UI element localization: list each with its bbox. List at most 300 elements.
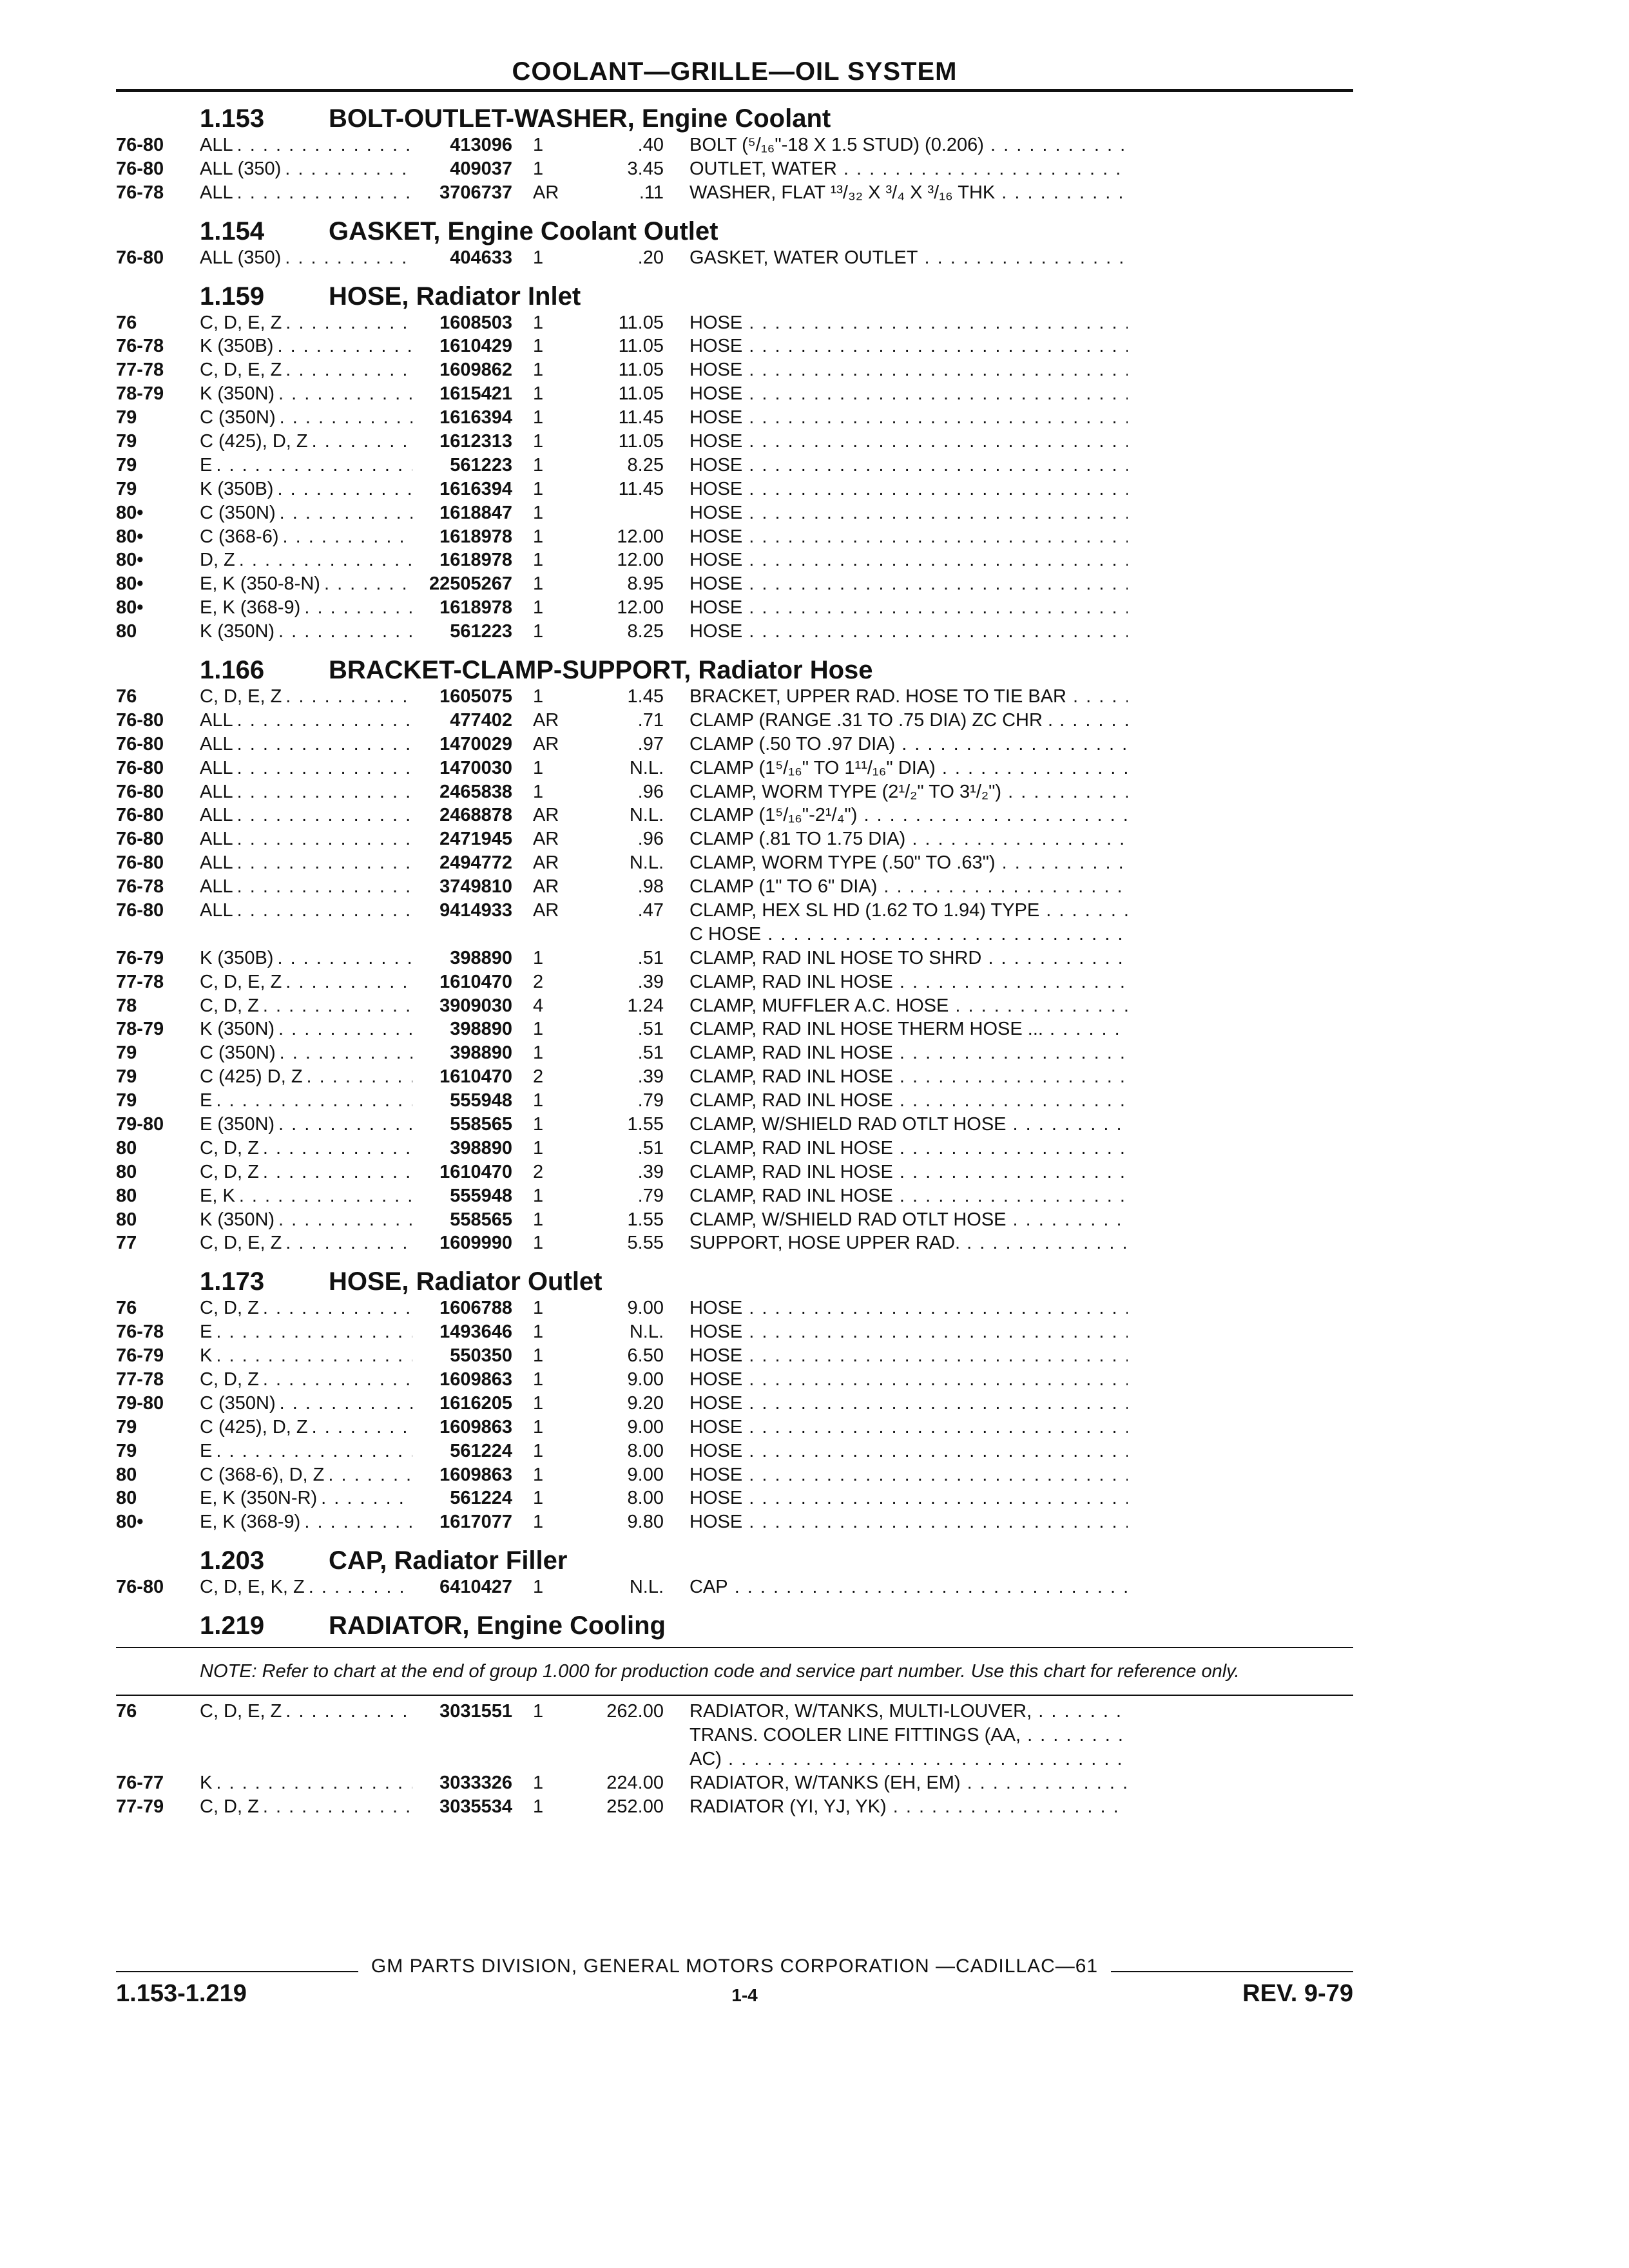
application-cell [200, 710, 412, 731]
part-number-cell: 1616394 [439, 478, 512, 499]
year-cell: 76-80 [116, 899, 164, 921]
part-number-cell: 1609990 [439, 1233, 512, 1254]
application-cell [200, 1162, 412, 1183]
part-number-cell: 1617077 [439, 1512, 512, 1533]
table-row [116, 1320, 1353, 1344]
description-cell: CLAMP, RAD INL HOSE . . . [664, 1066, 1128, 1088]
application-text: C, D, Z [200, 995, 263, 1016]
application-cell [200, 1488, 412, 1509]
quantity-cell: 1 [533, 478, 544, 499]
application-text: C (425), D, Z [200, 431, 312, 452]
description-cell: C HOSE . . . [664, 924, 1128, 945]
description-cell: SUPPORT, HOSE UPPER RAD. . . . [664, 1233, 1128, 1254]
table-row [116, 756, 1353, 780]
application-cell [200, 852, 412, 874]
year-cell: 79 [116, 1416, 137, 1437]
application-text: C (368-6), D, Z [200, 1465, 328, 1485]
year-cell: 76-80 [116, 1577, 164, 1598]
part-number-cell: 1606788 [439, 1298, 512, 1319]
year-cell: 76-80 [116, 134, 164, 155]
table-row [116, 1208, 1353, 1232]
table-row [116, 1392, 1353, 1416]
application-cell [200, 597, 412, 619]
application-cell [200, 1417, 412, 1438]
year-cell: 76-80 [116, 158, 164, 179]
price-cell: .71 [637, 709, 664, 731]
part-number-cell: 2465838 [439, 781, 512, 802]
description-cell: CLAMP, W/SHIELD RAD OTLT HOSE . . . [664, 1114, 1128, 1135]
footer-page-number: 1-4 [731, 1985, 758, 2005]
year-cell: 80 [116, 1488, 137, 1509]
quantity-cell: 1 [533, 502, 544, 523]
sections-container [116, 92, 1353, 1640]
application-text: C, D, Z [200, 1162, 263, 1182]
part-number-cell: 1608503 [439, 312, 512, 333]
price-cell: .51 [637, 1043, 664, 1064]
description-cell: CLAMP, HEX SL HD (1.62 TO 1.94) TYPE . . . [664, 900, 1128, 921]
application-text: E, K (350-8-N) [200, 573, 324, 594]
application-text: K (350N) [200, 1209, 278, 1230]
description-cell: HOSE . . . [664, 455, 1128, 476]
quantity-cell: 1 [533, 1090, 544, 1111]
quantity-cell: AR [533, 829, 559, 850]
application-cell [200, 1233, 412, 1254]
description-cell: CLAMP, RAD INL HOSE . . . [664, 1186, 1128, 1207]
application-cell [200, 247, 412, 269]
quantity-cell: 1 [533, 526, 544, 547]
price-cell: 1.55 [627, 1209, 664, 1230]
application-text: ALL [200, 758, 237, 778]
quantity-cell: 1 [533, 247, 544, 268]
price-cell: 11.45 [618, 478, 664, 499]
table-row [116, 709, 1353, 733]
application-cell [200, 1512, 412, 1533]
application-text: C, D, Z [200, 1796, 263, 1817]
quantity-cell: AR [533, 852, 559, 874]
description-cell: CLAMP (.81 TO 1.75 DIA) . . . [664, 829, 1128, 850]
year-cell: 80 [116, 1185, 137, 1206]
description-cell: HOSE . . . [664, 1321, 1128, 1343]
description-cell: CLAMP (RANGE .31 TO .75 DIA) ZC CHR . . . . [664, 710, 1128, 731]
year-cell: 76-80 [116, 829, 164, 850]
price-cell: 8.95 [627, 573, 664, 595]
quantity-cell: AR [533, 182, 559, 203]
application-cell [200, 1369, 412, 1390]
application-text: C, D, Z [200, 1369, 263, 1390]
table-row [116, 1795, 1353, 1819]
price-cell: 12.00 [617, 597, 664, 619]
table-row [116, 803, 1353, 827]
price-cell: 252.00 [606, 1796, 664, 1817]
table-row [116, 899, 1353, 923]
application-text: ALL [200, 710, 237, 731]
application-text: K (350N) [200, 1019, 278, 1039]
application-text: E, K [200, 1186, 239, 1206]
description-cell: CLAMP, MUFFLER A.C. HOSE . . . [664, 995, 1128, 1017]
table-row [116, 133, 1353, 157]
year-cell: 79 [116, 454, 137, 476]
table-row [116, 1232, 1353, 1256]
application-cell [200, 360, 412, 381]
table-row [116, 334, 1353, 358]
part-number-cell: 1618978 [439, 550, 512, 571]
price-cell: 11.05 [618, 336, 664, 357]
part-number-cell: 3035534 [439, 1796, 512, 1817]
quantity-cell: AR [533, 709, 559, 731]
table-row [116, 1113, 1353, 1137]
table-row [116, 947, 1353, 970]
quantity-cell: 1 [533, 1185, 544, 1206]
page-title: COOLANT—GRILLE—OIL SYSTEM [512, 57, 958, 86]
year-cell: 77-78 [116, 1369, 164, 1390]
application-cell [200, 573, 412, 595]
price-cell: .39 [637, 1161, 664, 1182]
application-text: E, K (350N-R) [200, 1488, 321, 1508]
table-row [116, 246, 1353, 270]
section-number: 1.203 [200, 1546, 265, 1575]
description-cell: HOSE . . . [664, 550, 1128, 571]
section-name: GASKET, Engine Coolant Outlet [329, 216, 718, 245]
year-cell: 79 [116, 1043, 137, 1064]
application-cell [200, 782, 412, 803]
table-row [116, 1416, 1353, 1439]
application-cell [200, 526, 412, 548]
application-cell [200, 159, 412, 180]
year-cell: 80 [116, 1209, 137, 1230]
quantity-cell: 2 [533, 1066, 544, 1088]
price-cell: 5.55 [627, 1233, 664, 1254]
description-cell: HOSE . . . [664, 1369, 1128, 1390]
quantity-cell: 1 [533, 1209, 544, 1230]
application-cell [200, 805, 412, 826]
part-number-cell: 409037 [450, 158, 512, 179]
application-cell [200, 1019, 412, 1040]
quantity-cell: 1 [533, 573, 544, 595]
application-text: E [200, 1090, 216, 1111]
table-row [116, 1160, 1353, 1184]
application-text: ALL [200, 182, 237, 203]
year-cell: 80• [116, 573, 144, 595]
application-text: E, K (368-9) [200, 597, 304, 618]
part-number-cell: 550350 [450, 1345, 512, 1367]
application-cell [200, 1090, 412, 1111]
application-cell [200, 1393, 412, 1414]
description-cell: CLAMP, RAD INL HOSE . . . [664, 1090, 1128, 1111]
application-cell [200, 1114, 412, 1135]
section-number: 1.219 [200, 1611, 265, 1640]
year-cell: 79 [116, 430, 137, 452]
price-cell: 9.00 [627, 1298, 664, 1319]
part-number-cell: 561224 [450, 1440, 512, 1461]
application-cell [200, 829, 412, 850]
application-text: C (425), D, Z [200, 1417, 312, 1437]
application-cell [200, 900, 412, 921]
table-row [116, 501, 1353, 525]
description-cell: CLAMP, RAD INL HOSE . . . [664, 1162, 1128, 1183]
application-cell [200, 1186, 412, 1207]
description-cell: CLAMP, RAD INL HOSE . . . [664, 972, 1128, 993]
part-number-cell: 3749810 [439, 876, 512, 898]
part-number-cell: 22505267 [429, 573, 512, 595]
application-text: C (350N) [200, 1043, 280, 1063]
table-row [116, 1487, 1353, 1511]
section-name: BRACKET-CLAMP-SUPPORT, Radiator Hose [329, 656, 873, 685]
application-text: C (350N) [200, 407, 280, 428]
radiator-rows [116, 1700, 1353, 1818]
year-cell: 80 [116, 1464, 137, 1485]
price-cell: 12.00 [617, 550, 664, 571]
description-cell: HOSE . . . [664, 360, 1128, 381]
description-cell: BRACKET, UPPER RAD. HOSE TO TIE BAR . . . [664, 686, 1128, 707]
year-cell: 80 [116, 1137, 137, 1158]
year-cell: 80• [116, 502, 144, 523]
table-row [116, 875, 1353, 899]
price-cell: 224.00 [606, 1772, 664, 1793]
year-cell: 76 [116, 686, 137, 707]
price-cell: .98 [637, 876, 664, 898]
quantity-cell: 1 [533, 550, 544, 571]
table-row [116, 851, 1353, 875]
year-cell: 76 [116, 1701, 137, 1722]
application-cell [200, 431, 412, 452]
application-text: K (350N) [200, 383, 278, 404]
section-heading [116, 205, 1353, 246]
price-cell: .79 [637, 1185, 664, 1206]
year-cell: 76-78 [116, 182, 164, 203]
part-number-cell: 3706737 [439, 182, 512, 203]
footer [116, 1956, 1353, 2008]
part-number-cell: 1470029 [439, 733, 512, 754]
application-text: K (350B) [200, 948, 277, 968]
price-cell: 11.05 [618, 312, 664, 333]
application-cell [200, 876, 412, 898]
application-text: K (350B) [200, 479, 277, 499]
price-cell: .47 [637, 899, 664, 921]
quantity-cell: 1 [533, 1392, 544, 1414]
application-cell [200, 1043, 412, 1064]
year-cell: 80 [116, 621, 137, 642]
part-number-cell: 555948 [450, 1090, 512, 1111]
year-cell: 77 [116, 1233, 137, 1254]
price-cell: 8.25 [627, 621, 664, 642]
part-number-cell: 398890 [450, 1043, 512, 1064]
description-cell: BOLT (⁵/₁₆"-18 X 1.5 STUD) (0.206) . . . [664, 135, 1128, 156]
application-text: ALL [200, 805, 237, 825]
price-cell: .39 [637, 1066, 664, 1088]
quantity-cell: 1 [533, 1298, 544, 1319]
description-cell: CLAMP, RAD INL HOSE TO SHRD . . . [664, 948, 1128, 969]
table-row [116, 1575, 1353, 1599]
quantity-cell: 1 [533, 1416, 544, 1437]
quantity-cell: 2 [533, 971, 544, 992]
table-row [116, 572, 1353, 596]
catalog-page [116, 57, 1353, 1819]
price-cell: .40 [637, 134, 664, 155]
part-number-cell: 1609862 [439, 360, 512, 381]
table-row [116, 685, 1353, 709]
year-cell: 79-80 [116, 1392, 164, 1414]
table-row [116, 454, 1353, 477]
part-number-cell: 1610470 [439, 1161, 512, 1182]
note-text: NOTE: Refer to chart at the end of group 1.000 for production code and service part number. Use this chart for reference only. [200, 1661, 1240, 1682]
description-cell: HOSE . . . [664, 1345, 1128, 1367]
application-text: E [200, 1441, 216, 1461]
price-cell: .11 [639, 182, 664, 203]
description-cell: CLAMP, WORM TYPE (2¹/₂" TO 3¹/₂") . . . [664, 782, 1128, 803]
part-number-cell: 555948 [450, 1185, 512, 1206]
table-row [116, 1018, 1353, 1042]
application-cell [200, 758, 412, 779]
description-cell: CLAMP, WORM TYPE (.50" TO .63") . . . [664, 852, 1128, 874]
table-row [116, 1137, 1353, 1160]
application-text: E (350N) [200, 1114, 278, 1135]
description-cell: HOSE . . . [664, 1465, 1128, 1486]
year-cell: 77-79 [116, 1796, 164, 1817]
table-row [116, 1065, 1353, 1089]
part-number-cell: 558565 [450, 1209, 512, 1230]
part-number-cell: 2471945 [439, 829, 512, 850]
quantity-cell: 1 [533, 1796, 544, 1817]
section-heading [116, 1255, 1353, 1296]
table-row [116, 994, 1353, 1018]
part-number-cell: 1612313 [439, 430, 512, 452]
price-cell: .51 [637, 1019, 664, 1040]
footer-range: 1.153-1.219 [116, 1980, 247, 2007]
quantity-cell: 1 [533, 383, 544, 405]
year-cell: 79 [116, 1090, 137, 1111]
application-cell [200, 1209, 412, 1231]
part-number-cell: 413096 [450, 134, 512, 155]
part-number-cell: 398890 [450, 1019, 512, 1040]
quantity-cell: 1 [533, 407, 544, 428]
quantity-cell: AR [533, 805, 559, 826]
quantity-cell: 1 [533, 1019, 544, 1040]
application-text: K [200, 1773, 216, 1793]
quantity-cell: 1 [533, 1464, 544, 1485]
part-number-cell: 561224 [450, 1488, 512, 1509]
application-text: C, D, E, Z [200, 1701, 285, 1722]
year-cell: 80• [116, 1512, 144, 1533]
price-cell: 6.50 [627, 1345, 664, 1367]
section-heading [116, 1534, 1353, 1575]
price-cell: N.L. [629, 1321, 664, 1343]
application-cell [200, 686, 412, 707]
application-cell [200, 734, 412, 755]
quantity-cell: 1 [533, 1701, 544, 1722]
quantity-cell: AR [533, 876, 559, 898]
part-number-cell: 1618978 [439, 526, 512, 547]
price-cell: 9.20 [627, 1392, 664, 1414]
application-cell [200, 1066, 412, 1088]
footer-revision: REV. 9-79 [1242, 1980, 1353, 2007]
part-number-cell: 477402 [450, 709, 512, 731]
table-row [116, 827, 1353, 851]
table-row [116, 970, 1353, 994]
year-cell: 79 [116, 407, 137, 428]
part-number-cell: 1470030 [439, 757, 512, 778]
quantity-cell: 1 [533, 1440, 544, 1461]
price-cell: .97 [637, 733, 664, 754]
price-cell: 1.45 [627, 686, 664, 707]
quantity-cell: 1 [533, 686, 544, 707]
year-cell: 76 [116, 312, 137, 333]
quantity-cell: 1 [533, 360, 544, 381]
description-cell: HOSE . . . [664, 1393, 1128, 1414]
price-cell: N.L. [629, 1577, 664, 1598]
part-number-cell: 1610470 [439, 971, 512, 992]
description-cell: RADIATOR (YI, YJ, YK) . . . [664, 1796, 1128, 1818]
application-cell [200, 1796, 412, 1818]
quantity-cell: 1 [533, 1772, 544, 1793]
quantity-cell: 1 [533, 621, 544, 642]
application-text: C (350N) [200, 1393, 280, 1414]
part-number-cell: 404633 [450, 247, 512, 268]
description-cell: RADIATOR, W/TANKS, MULTI-LOUVER, . . . [664, 1701, 1128, 1722]
year-cell: 80• [116, 550, 144, 571]
part-number-cell: 3031551 [439, 1701, 512, 1722]
description-cell: TRANS. COOLER LINE FITTINGS (AA, . . . [664, 1725, 1128, 1746]
year-cell: 76 [116, 1298, 137, 1319]
application-text: C, D, E, Z [200, 360, 285, 380]
application-cell [200, 1321, 412, 1343]
quantity-cell: 1 [533, 1137, 544, 1158]
quantity-cell: 1 [533, 1512, 544, 1533]
description-cell: HOSE . . . [664, 336, 1128, 357]
description-cell: CLAMP (1⁵/₁₆"-2¹/₄") . . . [664, 805, 1128, 826]
application-cell [200, 995, 412, 1017]
price-cell: 1.24 [627, 995, 664, 1016]
quantity-cell: 1 [533, 1114, 544, 1135]
year-cell: 80• [116, 526, 144, 547]
price-cell: .79 [637, 1090, 664, 1111]
description-cell: HOSE . . . [664, 526, 1128, 548]
year-cell: 78-79 [116, 383, 164, 405]
description-cell: HOSE . . . [664, 1417, 1128, 1438]
year-cell: 76-78 [116, 876, 164, 898]
part-number-cell: 6410427 [439, 1577, 512, 1598]
price-cell: 12.00 [617, 526, 664, 547]
section-name: HOSE, Radiator Inlet [329, 282, 581, 311]
part-number-cell: 1618978 [439, 597, 512, 619]
price-cell: 8.00 [627, 1440, 664, 1461]
year-cell: 77-78 [116, 971, 164, 992]
section-name: BOLT-OUTLET-WASHER, Engine Coolant [329, 104, 831, 133]
description-cell: CLAMP (.50 TO .97 DIA) . . . [664, 734, 1128, 755]
table-row [116, 1439, 1353, 1463]
application-cell [200, 455, 412, 476]
description-cell: HOSE . . . [664, 1441, 1128, 1462]
quantity-cell: AR [533, 899, 559, 921]
part-number-cell: 561223 [450, 621, 512, 642]
footer-bottom [116, 1980, 1353, 2008]
quantity-cell: 1 [533, 158, 544, 179]
part-number-cell: 1609863 [439, 1369, 512, 1390]
application-text: C (368-6) [200, 526, 283, 547]
year-cell: 76-80 [116, 805, 164, 826]
application-cell [200, 383, 412, 405]
year-cell: 80• [116, 597, 144, 619]
description-cell: CLAMP, RAD INL HOSE THERM HOSE ... . . . [664, 1019, 1128, 1040]
part-number-cell: 1610429 [439, 336, 512, 357]
part-number-cell: 1609863 [439, 1464, 512, 1485]
price-cell: 8.25 [627, 454, 664, 476]
application-cell [200, 1773, 412, 1794]
quantity-cell: 2 [533, 1161, 544, 1182]
table-row [116, 620, 1353, 644]
quantity-cell: AR [533, 733, 559, 754]
table-row [116, 548, 1353, 572]
application-cell [200, 336, 412, 357]
